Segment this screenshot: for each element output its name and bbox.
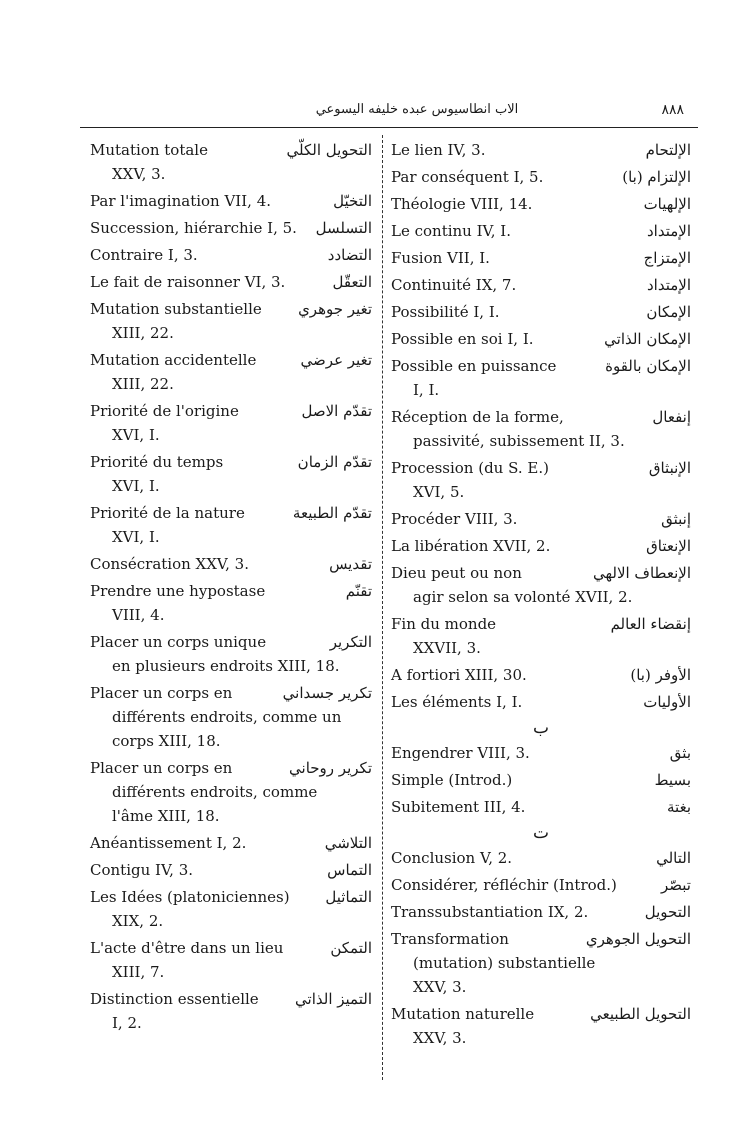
glossary-entry bbox=[90, 270, 372, 294]
translation-line: Continuité IX, 7. bbox=[391, 276, 517, 294]
translation-line: Considérer, réfléchir (Introd.) bbox=[391, 876, 617, 894]
french-translation bbox=[90, 579, 372, 627]
glossary-entry bbox=[391, 456, 691, 504]
arabic-term: التعقّل bbox=[332, 273, 372, 291]
glossary-entry bbox=[391, 273, 691, 297]
arabic-term: الإمتداد bbox=[646, 222, 691, 240]
glossary-entry bbox=[391, 165, 691, 189]
glossary-entry bbox=[391, 741, 691, 765]
translation-continuation: corps XIII, 18. bbox=[112, 732, 221, 750]
page-number: ٨٨٨ bbox=[661, 102, 684, 118]
translation-continuation: (mutation) substantielle bbox=[413, 954, 596, 972]
translation-line: Le continu IV, I. bbox=[391, 222, 511, 240]
glossary-entry bbox=[90, 399, 372, 447]
header-rule bbox=[80, 127, 698, 128]
arabic-term: تكرير جسداني bbox=[282, 684, 372, 702]
translation-continuation: XXV, 3. bbox=[413, 1029, 467, 1047]
arabic-term: إنقضاء العالم bbox=[610, 615, 691, 633]
glossary-entry bbox=[90, 756, 372, 828]
arabic-term: الإمكان bbox=[646, 303, 691, 321]
glossary-entry bbox=[391, 927, 691, 999]
section-letter: ب bbox=[532, 718, 549, 738]
translation-line: Contigu IV, 3. bbox=[90, 861, 194, 879]
translation-line: L'acte d'être dans un lieu bbox=[90, 939, 284, 957]
translation-line: Possible en soi I, I. bbox=[391, 330, 534, 348]
translation-line: Les éléments I, I. bbox=[391, 693, 523, 711]
translation-continuation: XXV, 3. bbox=[413, 978, 467, 996]
arabic-term: التكرير bbox=[329, 633, 372, 651]
french-translation bbox=[391, 405, 691, 453]
glossary-entry bbox=[391, 690, 691, 714]
arabic-term: تقدّم الزمان bbox=[297, 453, 372, 471]
arabic-term: الإمكان الذاتي bbox=[604, 330, 691, 348]
french-translation bbox=[391, 873, 691, 897]
glossary-entry bbox=[90, 189, 372, 213]
glossary-entry bbox=[90, 297, 372, 345]
glossary-entry bbox=[90, 348, 372, 396]
arabic-term: الإمتداد bbox=[646, 276, 691, 294]
translation-continuation: différents endroits, comme un bbox=[112, 708, 342, 726]
glossary-entry bbox=[391, 534, 691, 558]
translation-line: Les Idées (platoniciennes) bbox=[90, 888, 290, 906]
translation-continuation: I, 2. bbox=[112, 1014, 142, 1032]
translation-line: Transsubstantiation IX, 2. bbox=[391, 903, 589, 921]
arabic-term: التمكن bbox=[330, 939, 372, 957]
arabic-term: تقدّم الطبيعة bbox=[292, 504, 372, 522]
arabic-term: الأوليات bbox=[643, 693, 691, 711]
french-translation bbox=[391, 507, 691, 531]
translation-line: Mutation substantielle bbox=[90, 300, 262, 318]
arabic-term: التحويل الطبيعي bbox=[590, 1005, 691, 1023]
glossary-entry bbox=[391, 900, 691, 924]
arabic-term: التحويل الجوهري bbox=[585, 930, 691, 948]
translation-continuation: passivité, subissement II, 3. bbox=[413, 432, 625, 450]
glossary-entry bbox=[90, 138, 372, 186]
arabic-term: الإلتزام (با) bbox=[622, 168, 691, 186]
section-letter: ت bbox=[532, 823, 549, 843]
glossary-entry bbox=[90, 630, 372, 678]
arabic-term: التخيّل bbox=[333, 192, 372, 210]
translation-continuation: l'âme XIII, 18. bbox=[112, 807, 220, 825]
translation-line: Priorité de la nature bbox=[90, 504, 245, 522]
translation-line: Le fait de raisonner VI, 3. bbox=[90, 273, 286, 291]
glossary-entry bbox=[391, 354, 691, 402]
glossary-entry bbox=[391, 795, 691, 819]
translation-continuation: XVI, I. bbox=[112, 477, 160, 495]
glossary-entry bbox=[90, 681, 372, 753]
translation-continuation: XVI, 5. bbox=[413, 483, 465, 501]
translation-continuation: XIX, 2. bbox=[112, 912, 164, 930]
arabic-term: بثق bbox=[669, 744, 691, 762]
arabic-term: الأوفر (با) bbox=[630, 666, 691, 684]
french-translation bbox=[391, 795, 691, 819]
arabic-term: التلاشي bbox=[324, 834, 372, 852]
glossary-entry bbox=[90, 450, 372, 498]
translation-continuation: VIII, 4. bbox=[112, 606, 165, 624]
arabic-term: تقديس bbox=[329, 555, 372, 573]
glossary-entry bbox=[391, 507, 691, 531]
arabic-term: الإنعتاق bbox=[646, 537, 691, 555]
translation-line: Possibilité I, I. bbox=[391, 303, 500, 321]
translation-line: Le lien IV, 3. bbox=[391, 141, 486, 159]
glossary-entry bbox=[391, 561, 691, 609]
translation-line: Dieu peut ou non bbox=[391, 564, 522, 582]
translation-line: Succession, hiérarchie I, 5. bbox=[90, 219, 297, 237]
glossary-entry bbox=[391, 1002, 691, 1050]
arabic-term: إنفعال bbox=[652, 408, 691, 426]
french-translation bbox=[391, 768, 691, 792]
translation-line: Fin du monde bbox=[391, 615, 497, 633]
arabic-term: تقدّم الاصل bbox=[301, 402, 372, 420]
translation-continuation: XXV, 3. bbox=[112, 165, 166, 183]
glossary-entry bbox=[90, 243, 372, 267]
glossary-entry bbox=[391, 612, 691, 660]
arabic-term: الإمتزاج bbox=[643, 249, 691, 267]
arabic-term: التضادد bbox=[327, 246, 372, 264]
arabic-term: الإلهيات bbox=[643, 195, 691, 213]
translation-continuation: XIII, 7. bbox=[112, 963, 165, 981]
translation-continuation: agir selon sa volonté XVII, 2. bbox=[413, 588, 633, 606]
translation-line: Priorité de l'origine bbox=[90, 402, 239, 420]
arabic-term: التميز الذاتي bbox=[295, 990, 372, 1008]
glossary-entry bbox=[90, 579, 372, 627]
translation-continuation: XXVII, 3. bbox=[413, 639, 481, 657]
translation-continuation: I, I. bbox=[413, 381, 440, 399]
translation-line: Réception de la forme, bbox=[391, 408, 564, 426]
translation-continuation: en plusieurs endroits XIII, 18. bbox=[112, 657, 340, 675]
translation-line: Consécration XXV, 3. bbox=[90, 555, 249, 573]
glossary-entry bbox=[90, 216, 372, 240]
glossary-entry bbox=[90, 831, 372, 855]
translation-line: Prendre une hypostase bbox=[90, 582, 266, 600]
translation-line: Par conséquent I, 5. bbox=[391, 168, 544, 186]
translation-line: Contraire I, 3. bbox=[90, 246, 198, 264]
translation-line: Simple (Introd.) bbox=[391, 771, 513, 789]
translation-line: Mutation naturelle bbox=[391, 1005, 535, 1023]
arabic-term: إنبثق bbox=[661, 510, 691, 528]
arabic-term: بسيط bbox=[654, 771, 691, 789]
french-translation bbox=[90, 189, 372, 213]
page-header bbox=[92, 98, 684, 124]
arabic-term: تبصّر bbox=[661, 876, 691, 894]
glossary-entry bbox=[391, 300, 691, 324]
translation-continuation: XVI, I. bbox=[112, 528, 160, 546]
arabic-term: الإنعطاف الالهي bbox=[592, 564, 691, 582]
glossary-entry bbox=[391, 219, 691, 243]
arabic-term: التماس bbox=[327, 861, 372, 879]
translation-continuation: XIII, 22. bbox=[112, 324, 174, 342]
translation-line: Procession (du S. E.) bbox=[391, 459, 549, 477]
glossary-entry bbox=[391, 327, 691, 351]
arabic-term: التحويل الكلّي bbox=[286, 141, 372, 159]
french-translation bbox=[90, 270, 372, 294]
translation-line: Placer un corps en bbox=[90, 684, 233, 702]
translation-line: Engendrer VIII, 3. bbox=[391, 744, 530, 762]
translation-line: Distinction essentielle bbox=[90, 990, 259, 1008]
translation-continuation: XIII, 22. bbox=[112, 375, 174, 393]
french-translation bbox=[391, 846, 691, 870]
arabic-term: التماثيل bbox=[325, 888, 372, 906]
glossary-entry bbox=[90, 858, 372, 882]
glossary-entry bbox=[90, 552, 372, 576]
translation-continuation: différents endroits, comme bbox=[112, 783, 318, 801]
glossary-entry bbox=[391, 768, 691, 792]
column-divider bbox=[382, 135, 383, 1080]
arabic-term: تغير عرضي bbox=[300, 351, 372, 369]
translation-line: Conclusion V, 2. bbox=[391, 849, 513, 867]
translation-line: A fortiori XIII, 30. bbox=[391, 666, 527, 684]
translation-line: Procéder VIII, 3. bbox=[391, 510, 518, 528]
glossary-entry bbox=[391, 138, 691, 162]
glossary-entry bbox=[90, 936, 372, 984]
translation-line: Subitement III, 4. bbox=[391, 798, 526, 816]
glossary-entry bbox=[391, 663, 691, 687]
arabic-term: الإلتحام bbox=[645, 141, 691, 159]
translation-line: La libération XVII, 2. bbox=[391, 537, 551, 555]
arabic-term: الإنبثاق bbox=[648, 459, 691, 477]
translation-line: Transformation bbox=[391, 930, 509, 948]
glossary-entry bbox=[90, 987, 372, 1035]
translation-line: Anéantissement I, 2. bbox=[90, 834, 247, 852]
right-column bbox=[391, 138, 691, 1053]
translation-line: Placer un corps unique bbox=[90, 633, 267, 651]
left-column bbox=[90, 138, 372, 1038]
translation-line: Mutation accidentelle bbox=[90, 351, 257, 369]
arabic-term: الإمكان بالقوة bbox=[605, 357, 691, 375]
arabic-term: تكرير روحاني bbox=[289, 759, 372, 777]
arabic-term: تغير جوهري bbox=[298, 300, 372, 318]
translation-line: Théologie VIII, 14. bbox=[391, 195, 533, 213]
translation-line: Possible en puissance bbox=[391, 357, 557, 375]
translation-line: Fusion VII, I. bbox=[391, 249, 490, 267]
translation-line: Priorité du temps bbox=[90, 453, 224, 471]
french-translation bbox=[391, 456, 691, 504]
glossary-entry bbox=[391, 846, 691, 870]
translation-continuation: XVI, I. bbox=[112, 426, 160, 444]
running-head: الاب انطاسيوس عبده خليفه اليسوعي bbox=[315, 102, 519, 117]
french-translation bbox=[391, 741, 691, 765]
translation-line: Par l'imagination VII, 4. bbox=[90, 192, 272, 210]
translation-line: Mutation totale bbox=[90, 141, 208, 159]
glossary-entry bbox=[90, 885, 372, 933]
glossary-entry bbox=[391, 246, 691, 270]
glossary-entry bbox=[391, 192, 691, 216]
translation-line: Placer un corps en bbox=[90, 759, 233, 777]
arabic-term: التالي bbox=[656, 849, 691, 867]
glossary-entry bbox=[90, 501, 372, 549]
glossary-entry bbox=[391, 873, 691, 897]
arabic-term: التحويل bbox=[644, 903, 691, 921]
glossary-entry bbox=[391, 405, 691, 453]
arabic-term: التسلسل bbox=[315, 219, 372, 237]
arabic-term: تقنّم bbox=[345, 582, 372, 600]
arabic-term: بغتة bbox=[667, 798, 691, 816]
